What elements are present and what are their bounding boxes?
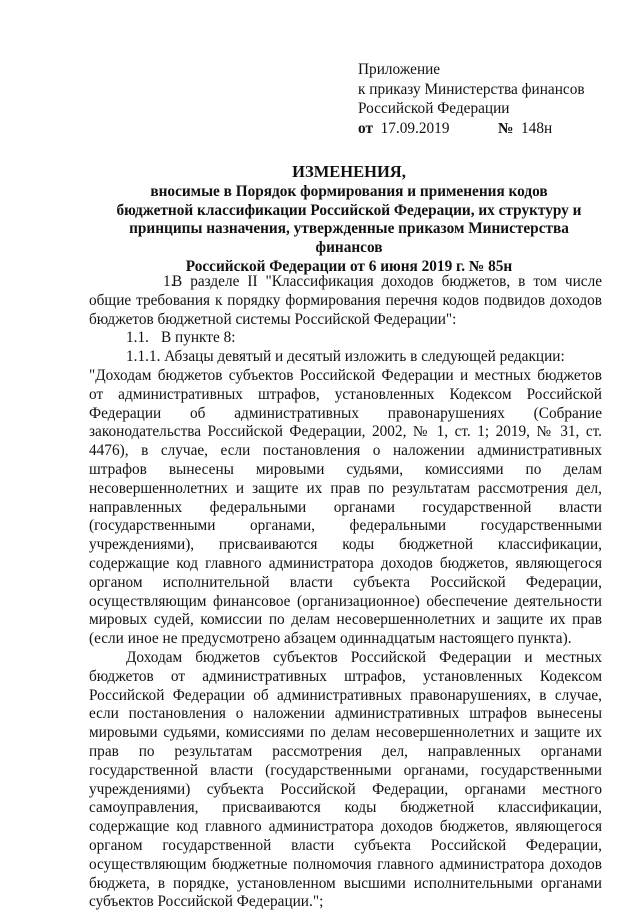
title-line2: бюджетной классификации Российской Федерации, их структуру и [116,201,582,219]
appendix-line3: Российской Федерации [358,100,510,117]
item-1-label: 1. [163,273,175,290]
item-1-text: В разделе II "Классификация доходов бюджетов, в том числе общие требования к порядку формирования перечня кодов подвидов доходов бюджетов бюджетной системы Российской Федерации": [89,273,602,328]
title-line3: принципы назначения, утвержденные приказом Министерства финансов [129,220,569,257]
item-1-1-1: 1.1.1. Абзацы девятый и десятый изложить в следующей редакции: [126,348,565,366]
appendix-header [358,60,585,138]
document-title [96,163,602,277]
appendix-line2: к приказу Министерства финансов [358,80,585,98]
document-body [89,273,602,912]
order-number: 148н [521,119,553,137]
item-1-1-label: 1.1. [126,329,149,347]
title-main: ИЗМЕНЕНИЯ, [292,162,406,181]
order-date: 17.09.2019 [380,119,450,137]
title-line4: Российской Федерации от 6 июня 2019 г. № 85н [185,257,513,275]
quote-paragraph-1: "Доходам бюджетов субъектов Российской Федерации и местных бюджетов от административных штрафов, установленных Кодексом Российской Федерации об административных правонарушениях (Собрание законодательства Российской Федерации, 2002, № 1, ст. 1; 2019, № 31, ст. 4476), в случае, если постановления о наложении административных штрафов вынесены мировыми судьями, комиссиями по делам несовершеннолетних и защите их прав по результатам рассмотрения дел, направленных федеральными органами государственной власти (государственными органами, федеральными государственными учреждениями), присваиваются коды бюджетной классификации, содержащие код главного администратора доходов бюджетов, являющегося органом исполнительной власти субъекта Российской Федерации, осуществляющим финансовое (организационное) обеспечение деятельности мировых судей, комиссии по делам несовершеннолетних и защите их прав (если иное не предусмотрено абзацем одиннадцатым настоящего пункта). [89,366,602,648]
number-prefix: № [498,119,514,137]
title-line1: вносимые в Порядок формирования и применения кодов [150,182,548,200]
appendix-date-row [358,119,585,139]
quote-paragraph-2: Доходам бюджетов субъектов Российской Федерации и местных бюджетов от административных штрафов, установленных Кодексом Российской Федерации об административных правонарушениях, в случае, если постановления о наложении административных штрафов вынесены мировыми судьями, комиссиями по делам несовершеннолетних и защите их прав по результатам рассмотрения дел, направленных органами государственной власти (государственными органами, государственными учреждениями) субъекта Российской Федерации, органами местного самоуправления, присваиваются коды бюджетной классификации, содержащие код главного администратора доходов бюджетов, являющегося органом государственной власти субъекта Российской Федерации, осуществляющим бюджетные полномочия главного администратора доходов бюджета, в порядке, установленном высшими исполнительными органами субъектов Российской Федерации."; [89,648,602,911]
item-1-1 [89,329,602,348]
date-prefix: от [358,119,373,137]
appendix-line1: Приложение [358,61,441,78]
order-number-group [498,119,552,139]
item-1-1-text: В пункте 8: [161,329,236,347]
item-1 [89,273,602,329]
